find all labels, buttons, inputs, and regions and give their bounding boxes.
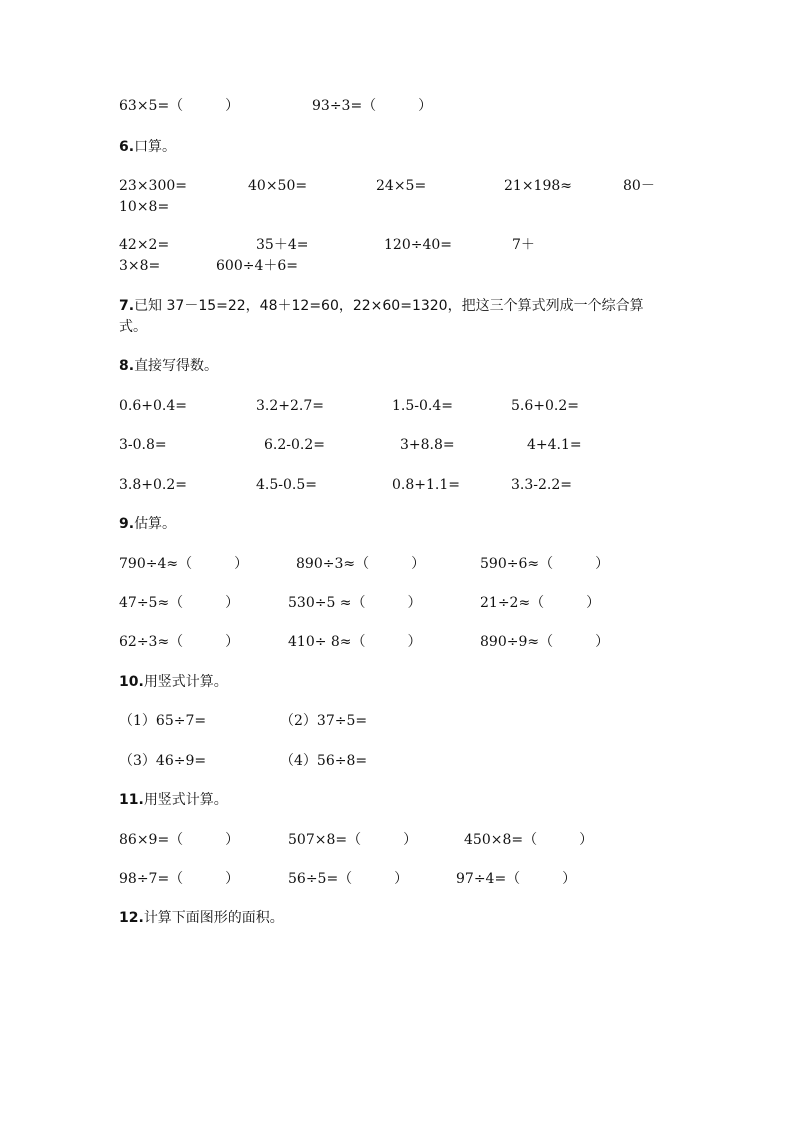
column-calc-item: 56÷5=（ ） xyxy=(288,871,409,887)
mental-math-item: 7＋ xyxy=(512,237,535,253)
arithmetic-item: 3+8.8= xyxy=(400,437,455,453)
question-text-line-2: 式。 xyxy=(119,319,147,335)
question-number: 10. xyxy=(119,674,144,690)
arithmetic-item: 1.5-0.4= xyxy=(392,398,453,414)
question-number: 6. xyxy=(119,139,135,155)
estimation-item: 47÷5≈（ ） xyxy=(119,595,240,611)
question-11-heading xyxy=(119,791,228,809)
question-number: 7. xyxy=(119,298,135,314)
estimation-item: 410÷ 8≈（ ） xyxy=(288,634,422,650)
question-text-line-1: 已知 37－15=22，48＋12=60，22×60=1320，把这三个算式列成一个综合算 xyxy=(134,298,644,314)
question-number: 8. xyxy=(119,358,135,374)
column-calc-item: 98÷7=（ ） xyxy=(119,871,240,887)
question-title: 口算。 xyxy=(134,139,177,155)
mental-math-item: 120÷40= xyxy=(384,237,452,253)
arithmetic-item: 3.8+0.2= xyxy=(119,477,187,493)
estimation-item: 790÷4≈（ ） xyxy=(119,556,249,572)
mental-math-item: 23×300= xyxy=(119,178,187,194)
long-division-item: （1）65÷7= xyxy=(119,713,207,729)
mental-math-item: 21×198≈ xyxy=(504,178,572,194)
arithmetic-item: 0.6+0.4= xyxy=(119,398,187,414)
estimation-item: 590÷6≈（ ） xyxy=(480,556,610,572)
arithmetic-item: 3.3-2.2= xyxy=(511,477,572,493)
column-calc-item: 450×8=（ ） xyxy=(464,832,594,848)
mental-math-item: 3×8= xyxy=(119,258,161,274)
mental-math-item: 600÷4＋6= xyxy=(216,258,298,274)
question-10-heading xyxy=(119,673,228,691)
question-12-heading xyxy=(119,909,284,927)
column-calc-item: 97÷4=（ ） xyxy=(456,871,577,887)
question-title: 计算下面图形的面积。 xyxy=(143,910,284,926)
estimation-item: 530÷5 ≈（ ） xyxy=(288,595,422,611)
arithmetic-item: 6.2-0.2= xyxy=(264,437,325,453)
problem-63x5: 63×5=（ ） xyxy=(119,98,240,114)
mental-math-item: 42×2= xyxy=(119,237,170,253)
question-title: 直接写得数。 xyxy=(134,358,219,374)
question-7-text xyxy=(119,297,644,315)
long-division-item: （3）46÷9= xyxy=(119,753,207,769)
arithmetic-item: 3-0.8= xyxy=(119,437,167,453)
estimation-item: 890÷9≈（ ） xyxy=(480,634,610,650)
question-8-heading xyxy=(119,357,218,375)
column-calc-item: 86×9=（ ） xyxy=(119,832,240,848)
problem-93d3: 93÷3=（ ） xyxy=(312,98,433,114)
question-title: 估算。 xyxy=(134,516,177,532)
question-number: 11. xyxy=(119,792,144,808)
question-title: 用竖式计算。 xyxy=(143,792,228,808)
estimation-item: 890÷3≈（ ） xyxy=(296,556,426,572)
arithmetic-item: 5.6+0.2= xyxy=(511,398,579,414)
mental-math-item: 40×50= xyxy=(248,178,308,194)
mental-math-item: 24×5= xyxy=(376,178,427,194)
column-calc-item: 507×8=（ ） xyxy=(288,832,418,848)
long-division-item: （4）56÷8= xyxy=(280,753,368,769)
estimation-item: 21÷2≈（ ） xyxy=(480,595,601,611)
question-9-heading xyxy=(119,515,176,533)
mental-math-item: 10×8= xyxy=(119,199,170,215)
arithmetic-item: 0.8+1.1= xyxy=(392,477,460,493)
mental-math-item: 80－ xyxy=(623,178,655,194)
arithmetic-item: 3.2+2.7= xyxy=(256,398,324,414)
mental-math-item: 35＋4= xyxy=(256,237,309,253)
arithmetic-item: 4.5-0.5= xyxy=(256,477,317,493)
long-division-item: （2）37÷5= xyxy=(280,713,368,729)
question-6-heading xyxy=(119,138,176,156)
question-number: 9. xyxy=(119,516,135,532)
question-number: 12. xyxy=(119,910,144,926)
question-title: 用竖式计算。 xyxy=(143,674,228,690)
estimation-item: 62÷3≈（ ） xyxy=(119,634,240,650)
arithmetic-item: 4+4.1= xyxy=(527,437,582,453)
